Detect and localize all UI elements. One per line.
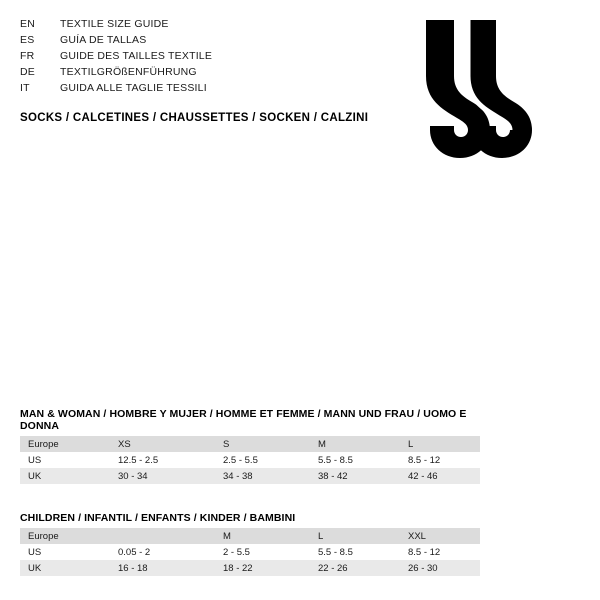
language-code: DE <box>20 66 35 78</box>
page-subtitle: SOCKS / CALCETINES / CHAUSSETTES / SOCKEN / CALZINI <box>20 112 369 124</box>
column-header: Europe <box>20 436 110 452</box>
column-header: M <box>310 436 400 452</box>
language-text: TEXTILE SIZE GUIDE <box>60 18 169 30</box>
column-header: L <box>400 436 480 452</box>
table-header-row <box>20 436 480 452</box>
table-section-children <box>20 512 480 576</box>
table-row <box>20 544 480 560</box>
language-row <box>20 66 380 82</box>
table-cell: 5.5 - 8.5 <box>310 452 400 468</box>
table-row <box>20 452 480 468</box>
table-cell: 8.5 - 12 <box>400 544 480 560</box>
table-cell: 2 - 5.5 <box>215 544 310 560</box>
table-cell: 12.5 - 2.5 <box>110 452 215 468</box>
table-cell: 22 - 26 <box>310 560 400 576</box>
table-cell: 38 - 42 <box>310 468 400 484</box>
table-cell: 5.5 - 8.5 <box>310 544 400 560</box>
column-header <box>110 528 215 544</box>
column-header: XXL <box>400 528 480 544</box>
language-row <box>20 18 380 34</box>
table-cell: 2.5 - 5.5 <box>215 452 310 468</box>
column-header: M <box>215 528 310 544</box>
language-text: TEXTILGRÖßENFÜHRUNG <box>60 66 197 78</box>
row-label: UK <box>20 560 110 576</box>
language-code: EN <box>20 18 35 30</box>
table-row <box>20 560 480 576</box>
language-row <box>20 34 380 50</box>
row-label: UK <box>20 468 110 484</box>
column-header: XS <box>110 436 215 452</box>
table-title: CHILDREN / INFANTIL / ENFANTS / KINDER / BAMBINI <box>20 512 296 524</box>
table-section-man-woman <box>20 408 480 484</box>
table-cell: 34 - 38 <box>215 468 310 484</box>
table-cell: 30 - 34 <box>110 468 215 484</box>
size-table-man-woman <box>20 436 480 484</box>
column-header: S <box>215 436 310 452</box>
column-header: Europe <box>20 528 110 544</box>
socks-pair-icon <box>400 18 580 168</box>
language-code: FR <box>20 50 35 62</box>
table-cell: 0.05 - 2 <box>110 544 215 560</box>
table-header-row <box>20 528 480 544</box>
language-row <box>20 82 380 98</box>
language-code: ES <box>20 34 35 46</box>
table-cell: 26 - 30 <box>400 560 480 576</box>
language-list <box>20 18 380 98</box>
table-cell: 18 - 22 <box>215 560 310 576</box>
column-header: L <box>310 528 400 544</box>
row-label: US <box>20 544 110 560</box>
table-title: MAN & WOMAN / HOMBRE Y MUJER / HOMME ET FEMME / MANN UND FRAU / UOMO E DONNA <box>20 408 467 432</box>
language-text: GUIDE DES TAILLES TEXTILE <box>60 50 213 62</box>
table-row <box>20 468 480 484</box>
language-text: GUIDA ALLE TAGLIE TESSILI <box>60 82 207 94</box>
table-cell: 42 - 46 <box>400 468 480 484</box>
size-table-children <box>20 528 480 576</box>
row-label: US <box>20 452 110 468</box>
language-code: IT <box>20 82 30 94</box>
table-cell: 16 - 18 <box>110 560 215 576</box>
table-cell: 8.5 - 12 <box>400 452 480 468</box>
language-row <box>20 50 380 66</box>
language-text: GUÍA DE TALLAS <box>60 34 147 46</box>
